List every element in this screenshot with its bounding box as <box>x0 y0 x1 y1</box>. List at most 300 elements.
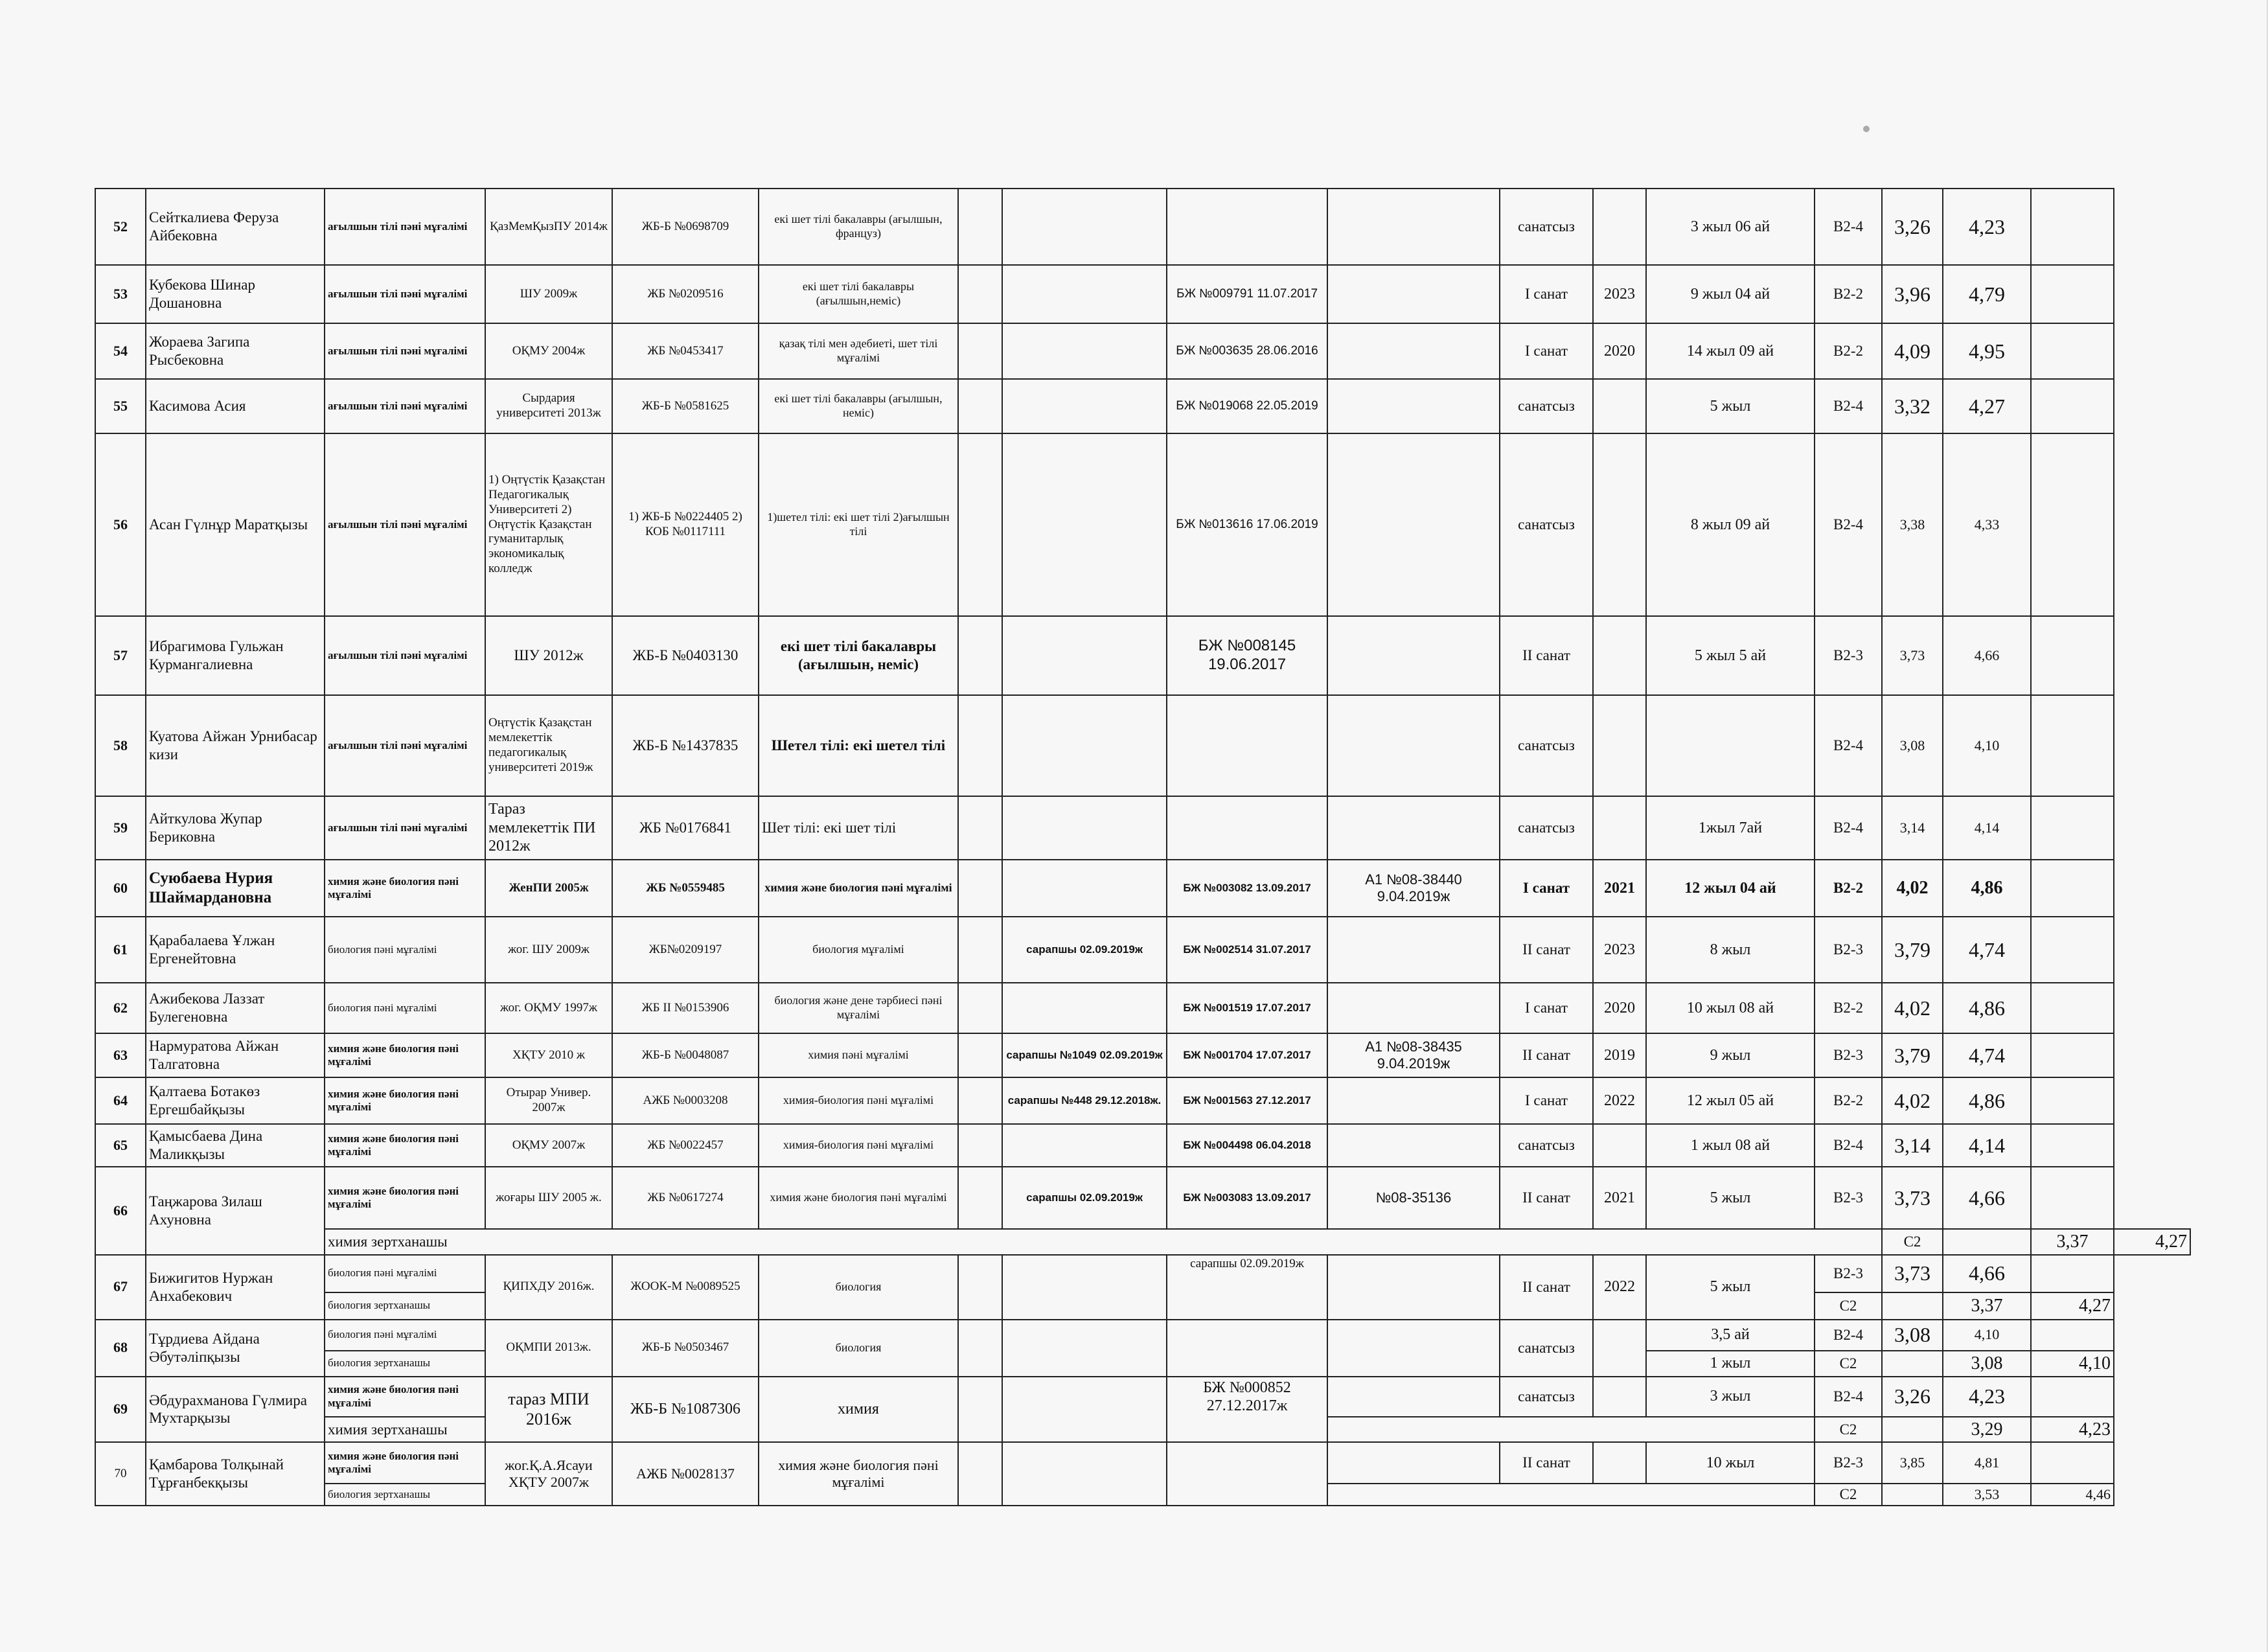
teacher-name: Суюбаева Нурия Шаймардановна <box>146 860 325 917</box>
specialty: екі шет тілі бакалавры (ағылшын, неміс) <box>759 379 958 433</box>
certificate <box>1167 1320 1327 1377</box>
grade-secondary: С2 <box>1815 1351 1882 1377</box>
subject: ағылшын тілі пәні мұғалімі <box>325 323 485 379</box>
coef-4 <box>2031 616 2114 695</box>
coef-4 <box>2031 695 2114 796</box>
category-year <box>1593 433 1646 616</box>
specialty: 1)шетел тілі: екі шет тілі 2)ағылшын тілі <box>759 433 958 616</box>
attestation: сарапшы №1049 02.09.2019ж <box>1002 1033 1167 1077</box>
certificate: БЖ №000852 27.12.2017ж <box>1167 1377 1327 1443</box>
empty-cell <box>958 917 1002 983</box>
teacher-name: Нармуратова Айжан Талгатовна <box>146 1033 325 1077</box>
diploma: ЖБ-Б №0503467 <box>612 1320 759 1377</box>
diploma: ЖБ №0022457 <box>612 1124 759 1167</box>
certificate: БЖ №019068 22.05.2019 <box>1167 379 1327 433</box>
grade-secondary: С2 <box>1815 1417 1882 1443</box>
row-number: 57 <box>95 616 146 695</box>
coef-1: 3,79 <box>1882 917 1943 983</box>
coef-1: 4,09 <box>1882 323 1943 379</box>
subject: химия және биология пәні мұғалімі <box>325 1167 485 1229</box>
education: тараз МПИ 2016ж <box>485 1377 612 1443</box>
subject: ағылшын тілі пәні мұғалімі <box>325 265 485 323</box>
experience: 9 жыл <box>1646 1033 1815 1077</box>
education: ОҚМУ 2004ж <box>485 323 612 379</box>
grade: В2-2 <box>1815 1077 1882 1124</box>
row-number: 60 <box>95 860 146 917</box>
subject: ағылшын тілі пәні мұғалімі <box>325 796 485 860</box>
category: II санат <box>1500 917 1593 983</box>
attestation <box>1002 1320 1167 1377</box>
table-row <box>95 860 2190 917</box>
row-number: 64 <box>95 1077 146 1124</box>
diploma: ЖБ-Б №0698709 <box>612 189 759 265</box>
specialty: биология <box>759 1255 958 1320</box>
category-year: 2021 <box>1593 860 1646 917</box>
certificate: БЖ №008145 19.06.2017 <box>1167 616 1327 695</box>
coef-1: 3,38 <box>1882 433 1943 616</box>
coef-4 <box>2031 1124 2114 1167</box>
subject: ағылшын тілі пәні мұғалімі <box>325 616 485 695</box>
subject: биология пәні мұғалімі <box>325 1320 485 1351</box>
subject-secondary: биология зертханашы <box>325 1484 485 1506</box>
grade: В2-3 <box>1815 1033 1882 1077</box>
table-row <box>95 265 2190 323</box>
other-doc <box>1327 796 1500 860</box>
diploma: ЖБ №0559485 <box>612 860 759 917</box>
coef-4 <box>2031 189 2114 265</box>
category: санатсыз <box>1500 1124 1593 1167</box>
category: I санат <box>1500 1077 1593 1124</box>
category: II санат <box>1500 1167 1593 1229</box>
teacher-name: Бижигитов Нуржан Анхабекович <box>146 1255 325 1320</box>
other-doc <box>1327 983 1500 1033</box>
experience: 8 жыл 09 ай <box>1646 433 1815 616</box>
category: санатсыз <box>1500 379 1593 433</box>
category: II санат <box>1500 1442 1593 1484</box>
category: II санат <box>1500 616 1593 695</box>
education: ШУ 2012ж <box>485 616 612 695</box>
diploma: ЖБ №0176841 <box>612 796 759 860</box>
coef-4 <box>2031 796 2114 860</box>
category: I санат <box>1500 265 1593 323</box>
coef-3: 4,33 <box>1943 433 2031 616</box>
coef-4 <box>2031 323 2114 379</box>
category: санатсыз <box>1500 1320 1593 1377</box>
attestation <box>1002 983 1167 1033</box>
category-year: 2021 <box>1593 1167 1646 1229</box>
coef-2: 3,08 <box>1943 1351 2031 1377</box>
education: ШУ 2009ж <box>485 265 612 323</box>
experience: 12 жыл 04 ай <box>1646 860 1815 917</box>
empty-cell <box>1882 1484 1943 1506</box>
coef-1: 3,79 <box>1882 1033 1943 1077</box>
attestation <box>1002 265 1167 323</box>
attestation <box>1002 379 1167 433</box>
empty-cell <box>958 1320 1002 1377</box>
empty-cell <box>958 1033 1002 1077</box>
table-row <box>95 616 2190 695</box>
certificate <box>1167 796 1327 860</box>
grade: В2-2 <box>1815 860 1882 917</box>
empty-cell <box>958 796 1002 860</box>
category-year: 2020 <box>1593 983 1646 1033</box>
specialty: химия-биология пәні мұғалімі <box>759 1124 958 1167</box>
empty-cell <box>958 433 1002 616</box>
grade: В2-2 <box>1815 983 1882 1033</box>
coef-1: 3,08 <box>1882 695 1943 796</box>
category-year <box>1593 379 1646 433</box>
subject: биология пәні мұғалімі <box>325 917 485 983</box>
coef-1: 4,02 <box>1882 1077 1943 1124</box>
education: Отырар Универ. 2007ж <box>485 1077 612 1124</box>
empty-cell <box>958 189 1002 265</box>
specialty: екі шет тілі бакалавры (ағылшын, неміс) <box>759 616 958 695</box>
subject-secondary: биология зертханашы <box>325 1292 485 1320</box>
subject: химия және биология пәні мұғалімі <box>325 1124 485 1167</box>
empty-cell <box>1882 1417 1943 1443</box>
teacher-name: Тұрдиева Айдана Әбутәліпқызы <box>146 1320 325 1377</box>
coef-3: 4,14 <box>1943 1124 2031 1167</box>
row-number: 67 <box>95 1255 146 1320</box>
table-row <box>95 1033 2190 1077</box>
empty-cell <box>958 323 1002 379</box>
certificate: БЖ №003083 13.09.2017 <box>1167 1167 1327 1229</box>
specialty: биология <box>759 1320 958 1377</box>
coef-2: 3,53 <box>1943 1484 2031 1506</box>
diploma: ЖБ-Б №0403130 <box>612 616 759 695</box>
attestation <box>1002 433 1167 616</box>
category-year: 2019 <box>1593 1033 1646 1077</box>
teacher-name: Кубекова Шинар Дошановна <box>146 265 325 323</box>
category-year <box>1593 695 1646 796</box>
subject: химия және биология пәні мұғалімі <box>325 860 485 917</box>
category-year <box>1593 1377 1646 1417</box>
coef-4-secondary: 4,27 <box>2114 1229 2190 1255</box>
coef-2: 3,37 <box>1943 1292 2031 1320</box>
attestation: сарапшы 02.09.2019ж <box>1002 917 1167 983</box>
diploma: ЖБ№0209197 <box>612 917 759 983</box>
row-number: 52 <box>95 189 146 265</box>
empty-cell <box>1882 1292 1943 1320</box>
empty-cell <box>958 616 1002 695</box>
table-row <box>95 1320 2190 1351</box>
coef-3: 4,10 <box>1943 695 2031 796</box>
coef-3: 4,74 <box>1943 917 2031 983</box>
coef-4 <box>2031 265 2114 323</box>
experience: 5 жыл <box>1646 379 1815 433</box>
experience: 10 жыл <box>1646 1442 1815 1484</box>
teacher-name: Әбдурахманова Гүлмира Мухтарқызы <box>146 1377 325 1443</box>
coef-4 <box>2031 1377 2114 1417</box>
coef-1: 4,02 <box>1882 983 1943 1033</box>
coef-1: 3,08 <box>1882 1320 1943 1351</box>
teacher-name: Куатова Айжан Урнибасар кизи <box>146 695 325 796</box>
row-number: 55 <box>95 379 146 433</box>
education: 1) Оңтүстік Қазақстан Педагогикалық Университеті 2) Оңтүстік Қазақстан гуманитарлық экономикалық колледж <box>485 433 612 616</box>
diploma: ЖБ №0617274 <box>612 1167 759 1229</box>
coef-4 <box>2031 983 2114 1033</box>
row-number: 58 <box>95 695 146 796</box>
other-doc <box>1327 433 1500 616</box>
coef-4 <box>2031 1320 2114 1351</box>
attestation: сарапшы №448 29.12.2018ж. <box>1002 1077 1167 1124</box>
table-row <box>95 917 2190 983</box>
empty-cell <box>958 1255 1002 1320</box>
subject: ағылшын тілі пәні мұғалімі <box>325 189 485 265</box>
empty-cell <box>958 1167 1002 1229</box>
subject: ағылшын тілі пәні мұғалімі <box>325 695 485 796</box>
category-year: 2020 <box>1593 323 1646 379</box>
certificate <box>1167 189 1327 265</box>
diploma: ЖООК-М №0089525 <box>612 1255 759 1320</box>
experience: 10 жыл 08 ай <box>1646 983 1815 1033</box>
specialty: екі шет тілі бакалавры (ағылшын,неміс) <box>759 265 958 323</box>
category: I санат <box>1500 860 1593 917</box>
diploma: ЖБ-Б №1087306 <box>612 1377 759 1443</box>
scan-dot <box>1863 126 1870 132</box>
attestation <box>1002 1255 1167 1320</box>
row-number: 56 <box>95 433 146 616</box>
other-doc: №08-35136 <box>1327 1167 1500 1229</box>
teacher-name: Жораева Загипа Рысбековна <box>146 323 325 379</box>
grade: В2-4 <box>1815 433 1882 616</box>
certificate <box>1167 695 1327 796</box>
experience: 5 жыл <box>1646 1167 1815 1229</box>
grade: В2-3 <box>1815 1442 1882 1484</box>
empty-cell <box>1327 1484 1815 1506</box>
grade: В2-4 <box>1815 189 1882 265</box>
teacher-name: Ибрагимова Гульжан Курмангалиевна <box>146 616 325 695</box>
education: ЖенПИ 2005ж <box>485 860 612 917</box>
coef-1: 3,32 <box>1882 379 1943 433</box>
teacher-name: Қамысбаева Дина Маликқызы <box>146 1124 325 1167</box>
empty-cell <box>958 1077 1002 1124</box>
coef-4 <box>2031 917 2114 983</box>
teacher-name: Асан Гүлнұр Маратқызы <box>146 433 325 616</box>
subject-secondary: биология зертханашы <box>325 1351 485 1377</box>
table-row <box>95 1124 2190 1167</box>
attestation <box>1002 860 1167 917</box>
table-row <box>95 1377 2190 1417</box>
other-doc <box>1327 917 1500 983</box>
table-row <box>95 433 2190 616</box>
coef-3: 4,27 <box>1943 379 2031 433</box>
teacher-name: Айткулова Жупар Бериковна <box>146 796 325 860</box>
other-doc: А1 №08-38435 9.04.2019ж <box>1327 1033 1500 1077</box>
subject: химия және биология пәні мұғалімі <box>325 1377 485 1417</box>
empty-cell <box>958 1377 1002 1443</box>
experience: 14 жыл 09 ай <box>1646 323 1815 379</box>
specialty: Шетел тілі: екі шетел тілі <box>759 695 958 796</box>
attestation <box>1002 189 1167 265</box>
staff-table <box>95 188 2191 1506</box>
grade: В2-3 <box>1815 1167 1882 1229</box>
coef-3: 4,23 <box>1943 1377 2031 1417</box>
coef-4 <box>2031 433 2114 616</box>
row-number: 59 <box>95 796 146 860</box>
category: санатсыз <box>1500 796 1593 860</box>
other-doc <box>1327 323 1500 379</box>
grade: В2-3 <box>1815 616 1882 695</box>
subject: ағылшын тілі пәні мұғалімі <box>325 433 485 616</box>
grade: В2-4 <box>1815 796 1882 860</box>
coef-2: 3,37 <box>2031 1229 2114 1255</box>
row-number: 68 <box>95 1320 146 1377</box>
empty-cell <box>958 1124 1002 1167</box>
table-row <box>95 796 2190 860</box>
row-number: 53 <box>95 265 146 323</box>
diploma: 1) ЖБ-Б №0224405 2) КОБ №0117111 <box>612 433 759 616</box>
attestation <box>1002 323 1167 379</box>
grade: В2-4 <box>1815 1124 1882 1167</box>
row-number: 54 <box>95 323 146 379</box>
education: Оңтүстік Қазақстан мемлекеттік педагогикалық университеті 2019ж <box>485 695 612 796</box>
specialty: Шет тілі: екі шет тілі <box>759 796 958 860</box>
table-row <box>95 695 2190 796</box>
table-row <box>95 189 2190 265</box>
coef-3: 4,10 <box>1943 1320 2031 1351</box>
row-number: 69 <box>95 1377 146 1443</box>
empty-cell <box>1943 1229 2031 1255</box>
specialty: химия және биология пәні мұғалімі <box>759 1167 958 1229</box>
table-row <box>95 1077 2190 1124</box>
empty-cell <box>958 695 1002 796</box>
other-doc <box>1327 1320 1500 1377</box>
specialty: қазақ тілі мен әдебиеті, шет тілі мұғалімі <box>759 323 958 379</box>
category: санатсыз <box>1500 1377 1593 1417</box>
category-year <box>1593 796 1646 860</box>
category-year <box>1593 1124 1646 1167</box>
attestation: сарапшы 02.09.2019ж <box>1002 1167 1167 1229</box>
specialty: биология және дене тәрбиесі пәні мұғалімі <box>759 983 958 1033</box>
category-year: 2022 <box>1593 1077 1646 1124</box>
coef-4 <box>2031 1077 2114 1124</box>
coef-4 <box>2031 379 2114 433</box>
subject-secondary: химия зертханашы <box>325 1417 485 1443</box>
grade: В2-3 <box>1815 917 1882 983</box>
empty-cell <box>1327 1417 1815 1443</box>
coef-1: 3,73 <box>1882 1167 1943 1229</box>
teacher-name: Ажибекова Лаззат Булегеновна <box>146 983 325 1033</box>
category-year <box>1593 1442 1646 1484</box>
attestation <box>1002 1377 1167 1443</box>
certificate: БЖ №001704 17.07.2017 <box>1167 1033 1327 1077</box>
coef-1: 3,73 <box>1882 616 1943 695</box>
other-doc <box>1327 1077 1500 1124</box>
coef-3: 4,81 <box>1943 1442 2031 1484</box>
education: жог. ШУ 2009ж <box>485 917 612 983</box>
coef-4 <box>2031 860 2114 917</box>
attestation <box>1002 695 1167 796</box>
experience <box>1646 695 1815 796</box>
category: санатсыз <box>1500 433 1593 616</box>
other-doc <box>1327 189 1500 265</box>
experience: 3,5 ай <box>1646 1320 1815 1351</box>
table-row <box>95 1442 2190 1484</box>
other-doc <box>1327 379 1500 433</box>
experience: 3 жыл <box>1646 1377 1815 1417</box>
experience: 8 жыл <box>1646 917 1815 983</box>
subject: химия және биология пәні мұғалімі <box>325 1077 485 1124</box>
coef-4 <box>2031 1033 2114 1077</box>
grade: В2-3 <box>1815 1255 1882 1292</box>
subject: биология пәні мұғалімі <box>325 983 485 1033</box>
coef-3: 4,86 <box>1943 983 2031 1033</box>
row-number: 61 <box>95 917 146 983</box>
attestation <box>1002 1124 1167 1167</box>
coef-3: 4,23 <box>1943 189 2031 265</box>
coef-2: 3,29 <box>1943 1417 2031 1443</box>
certificate: БЖ №001519 17.07.2017 <box>1167 983 1327 1033</box>
other-doc <box>1327 1124 1500 1167</box>
category-year <box>1593 616 1646 695</box>
category-year <box>1593 1320 1646 1377</box>
education: Сырдария университеті 2013ж <box>485 379 612 433</box>
grade: В2-4 <box>1815 379 1882 433</box>
teacher-name: Касимова Асия <box>146 379 325 433</box>
education: ҚИПХДУ 2016ж. <box>485 1255 612 1320</box>
education: жоғары ШУ 2005 ж. <box>485 1167 612 1229</box>
other-doc <box>1327 1255 1500 1320</box>
empty-cell <box>958 379 1002 433</box>
coef-1: 3,26 <box>1882 189 1943 265</box>
category: санатсыз <box>1500 189 1593 265</box>
education: жог.Қ.А.Ясауи ХҚТУ 2007ж <box>485 1442 612 1506</box>
coef-1: 3,14 <box>1882 1124 1943 1167</box>
grade: В2-4 <box>1815 1377 1882 1417</box>
coef-3: 4,79 <box>1943 265 2031 323</box>
subject: химия және биология пәні мұғалімі <box>325 1442 485 1484</box>
certificate: БЖ №003635 28.06.2016 <box>1167 323 1327 379</box>
coef-3: 4,74 <box>1943 1033 2031 1077</box>
subject: химия және биология пәні мұғалімі <box>325 1033 485 1077</box>
category-year: 2022 <box>1593 1255 1646 1320</box>
diploma: ЖБ №0209516 <box>612 265 759 323</box>
coef-3: 4,66 <box>1943 616 2031 695</box>
certificate: сарапшы 02.09.2019ж <box>1167 1255 1327 1320</box>
attestation <box>1002 616 1167 695</box>
category: I санат <box>1500 983 1593 1033</box>
diploma: ЖБ-Б №0048087 <box>612 1033 759 1077</box>
row-number: 66 <box>95 1167 146 1255</box>
education: ОҚМПИ 2013ж. <box>485 1320 612 1377</box>
coef-4 <box>2031 1255 2114 1292</box>
grade-secondary: С2 <box>1815 1292 1882 1320</box>
specialty: химия және биология пәні мұғалімі <box>759 1442 958 1506</box>
attestation <box>1002 1442 1167 1506</box>
experience: 3 жыл 06 ай <box>1646 189 1815 265</box>
empty-cell <box>958 265 1002 323</box>
grade-secondary: С2 <box>1815 1484 1882 1506</box>
coef-3: 4,66 <box>1943 1255 2031 1292</box>
other-doc <box>1327 616 1500 695</box>
row-number: 62 <box>95 983 146 1033</box>
experience: 9 жыл 04 ай <box>1646 265 1815 323</box>
grade: В2-2 <box>1815 265 1882 323</box>
coef-1: 3,14 <box>1882 796 1943 860</box>
specialty: химия және биология пәні мұғалімі <box>759 860 958 917</box>
subject-secondary: химия зертханашы <box>325 1229 1882 1255</box>
certificate: БЖ №013616 17.06.2019 <box>1167 433 1327 616</box>
diploma: ЖБ-Б №0581625 <box>612 379 759 433</box>
certificate <box>1167 1442 1327 1506</box>
certificate: БЖ №003082 13.09.2017 <box>1167 860 1327 917</box>
diploma: ЖБ №0453417 <box>612 323 759 379</box>
specialty: химия пәні мұғалімі <box>759 1033 958 1077</box>
teacher-name: Қамбарова Толқынай Тұрғанбекқызы <box>146 1442 325 1506</box>
category: I санат <box>1500 323 1593 379</box>
empty-cell <box>958 860 1002 917</box>
